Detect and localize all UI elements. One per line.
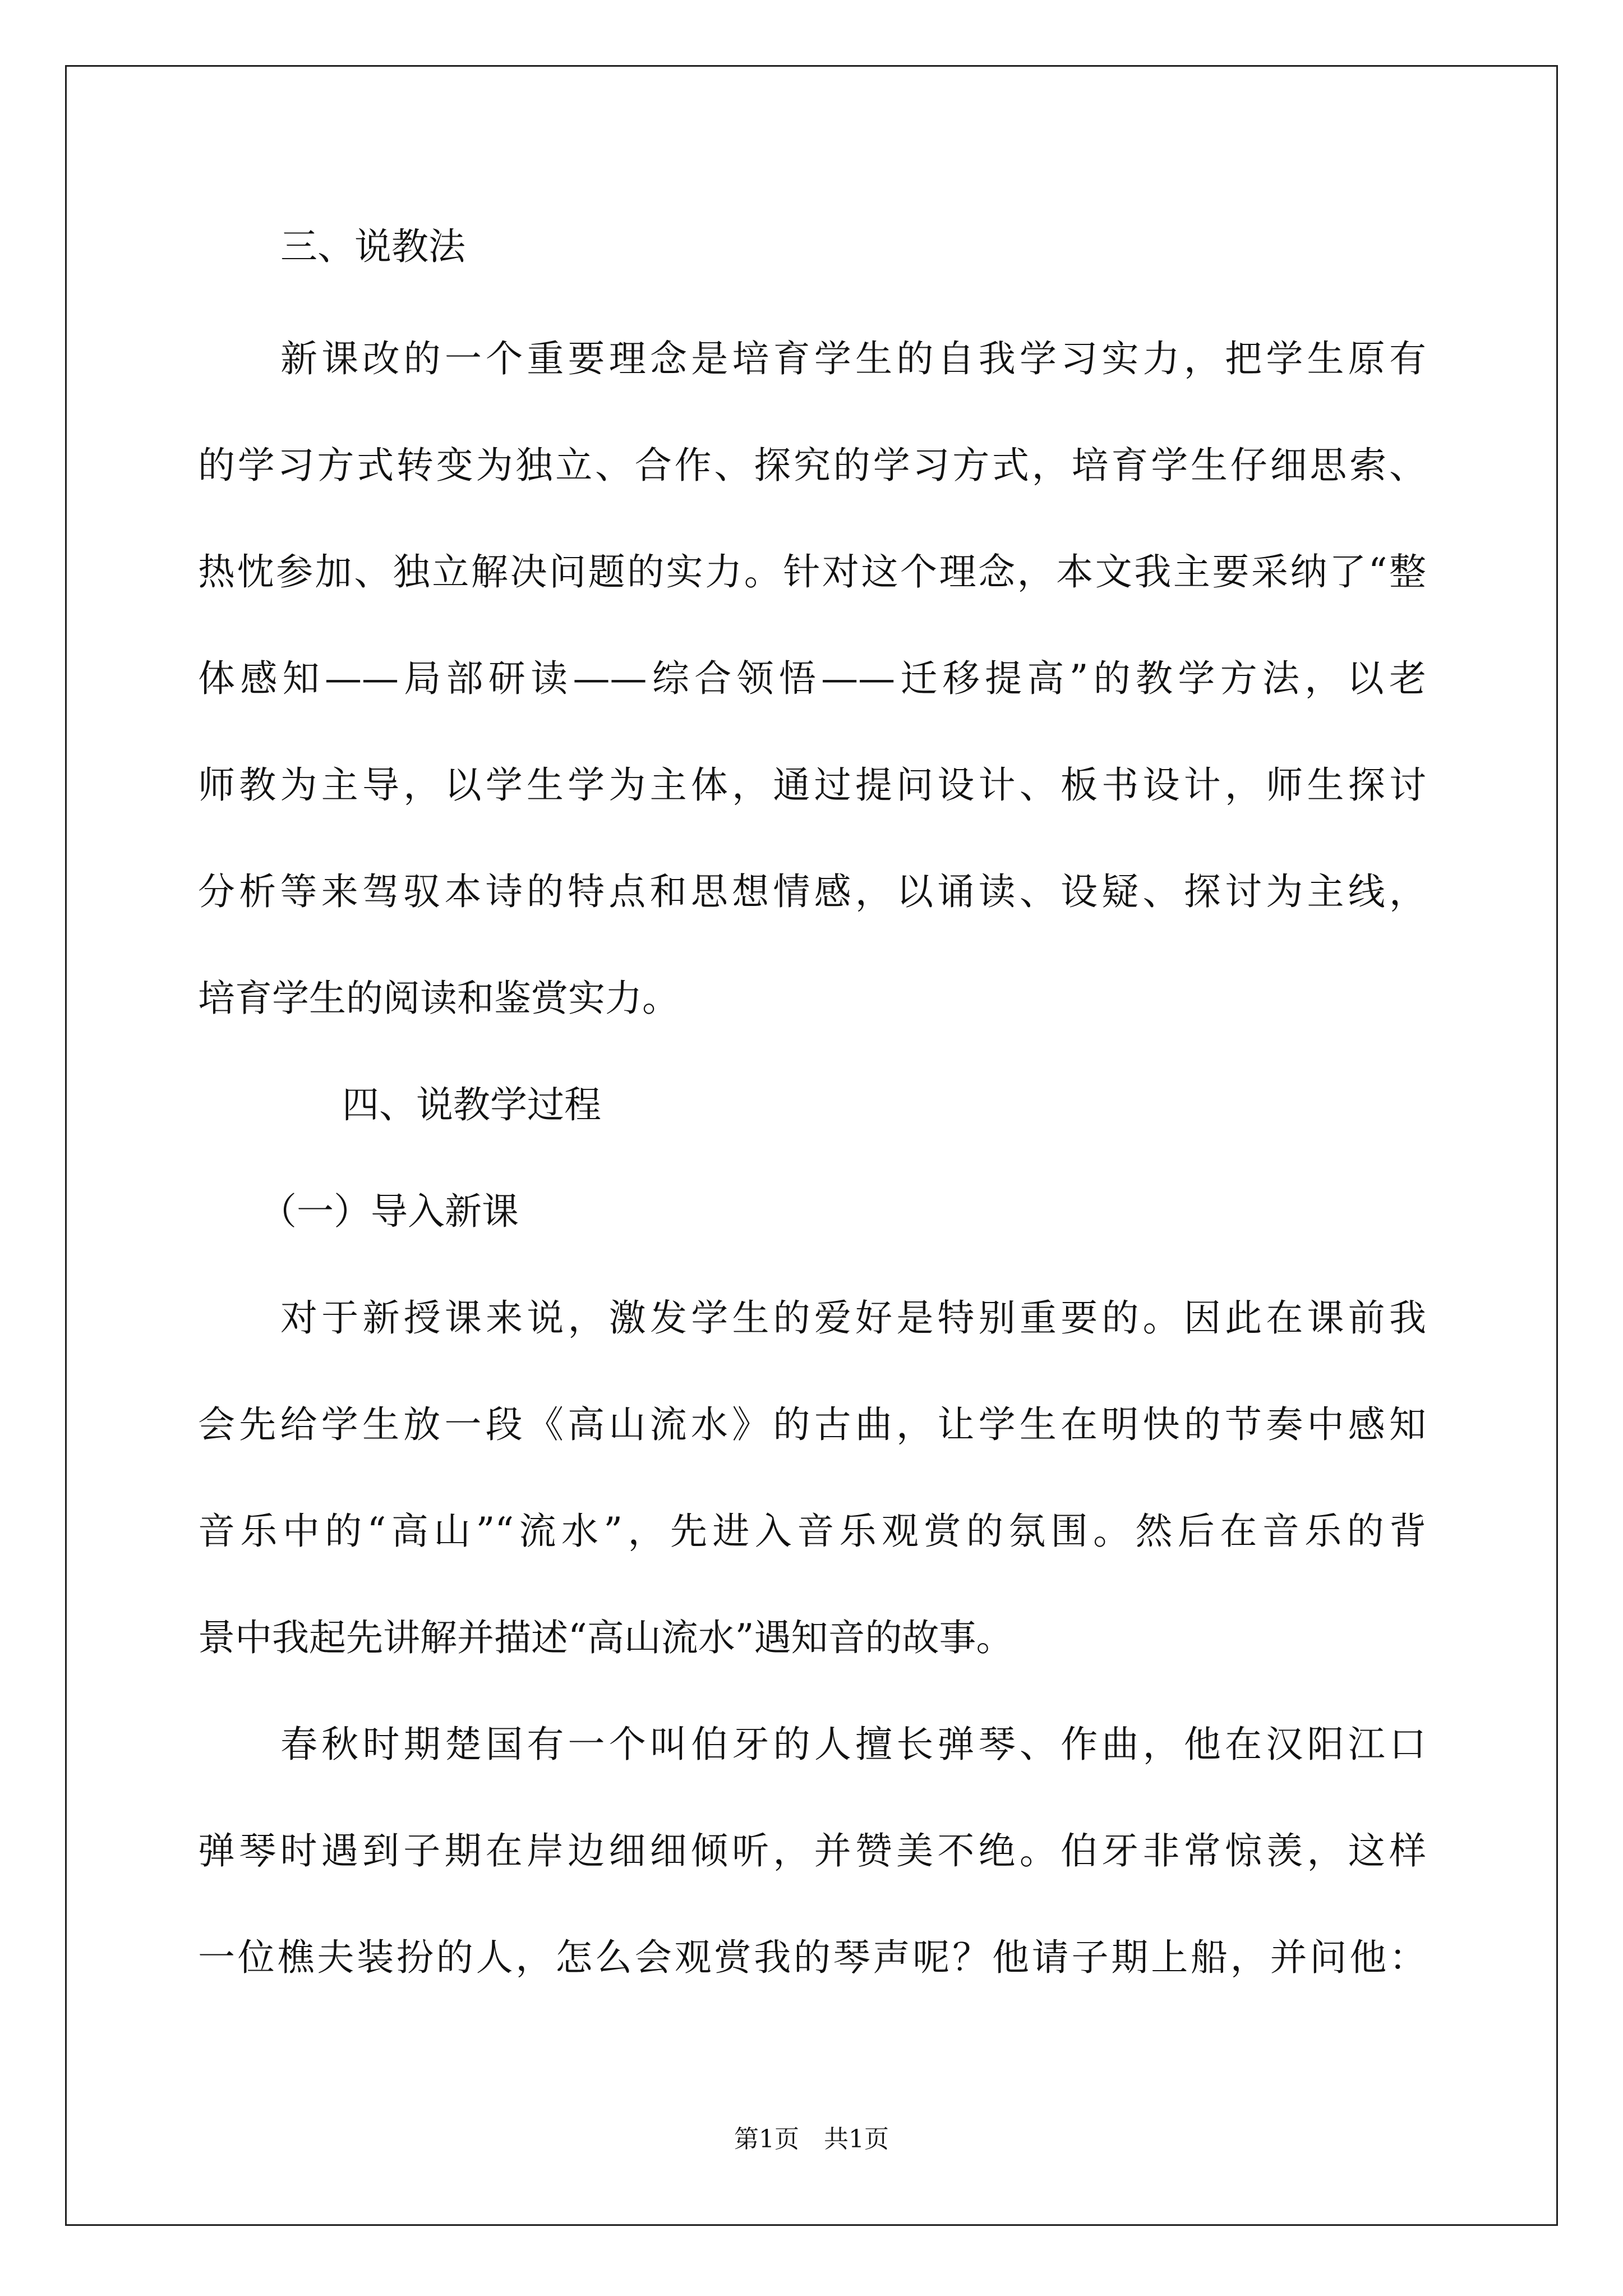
paragraph-line: 会先给学生放一段《高山流水》的古曲，让学生在明快的节奏中感知 [198,1403,1426,1446]
paragraph-line: 一位樵夫装扮的人，怎么会观赏我的琴声呢？他请子期上船，并问他： [198,1936,1426,1979]
paragraph-line: 分析等来驾驭本诗的特点和思想情感，以诵读、设疑、探讨为主线， [198,870,1426,913]
section-heading-teaching-process: 四、说教学过程 [342,1083,601,1126]
paragraph-line: 春秋时期楚国有一个叫伯牙的人擅长弹琴、作曲，他在汉阳江口 [280,1723,1426,1766]
paragraph-line: 景中我起先讲解并描述“高山流水”遇知音的故事。 [198,1616,1013,1659]
paragraph-line: 对于新授课来说，激发学生的爱好是特别重要的。因此在课前我 [280,1296,1426,1340]
page-total: 共1页 [824,2125,889,2154]
page-border [65,65,1558,2226]
section-heading-teaching-method: 三、说教法 [280,225,465,268]
paragraph-line: 音乐中的“高山”“流水”，先进入音乐观赏的氛围。然后在音乐的背 [198,1510,1426,1553]
paragraph-line: 的学习方式转变为独立、合作、探究的学习方式，培育学生仔细思索、 [198,444,1426,487]
paragraph-line: 培育学生的阅读和鉴赏实力。 [198,977,679,1020]
page-footer [0,2124,1623,2155]
paragraph-line: 体感知——局部研读——综合领悟——迁移提高”的教学方法，以老 [198,657,1426,700]
page-number: 第1页 [734,2125,799,2154]
subsection-heading-introduction: （一）导入新课 [260,1190,519,1233]
paragraph-line: 热忱参加、独立解决问题的实力。针对这个理念，本文我主要采纳了“整 [198,550,1426,593]
paragraph-line: 新课改的一个重要理念是培育学生的自我学习实力，把学生原有 [280,337,1426,380]
paragraph-line: 师教为主导，以学生学为主体，通过提问设计、板书设计，师生探讨 [198,763,1426,807]
paragraph-line: 弹琴时遇到子期在岸边细细倾听，并赞美不绝。伯牙非常惊羡，这样 [198,1829,1426,1872]
